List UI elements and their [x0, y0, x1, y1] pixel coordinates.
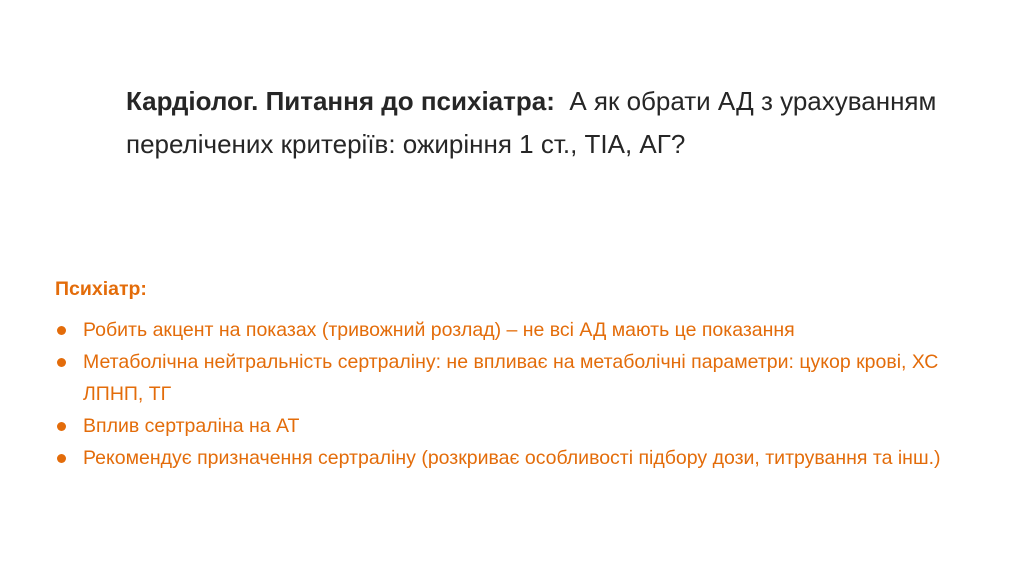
bullet-text: Рекомендує призначення сертраліну (розкриває особливості підбору дози, титрування та інш.)	[83, 447, 941, 469]
answer-bullet-list	[55, 314, 995, 474]
bullet-dot-icon	[57, 454, 66, 463]
bullet-item	[55, 314, 995, 346]
bullet-text: Метаболічна нейтральність сертраліну: не впливає на метаболічні параметри: цукор крові, ХС ЛПНП, ТГ	[83, 351, 939, 405]
bullet-text: Вплив сертраліна на АТ	[83, 415, 300, 437]
bullet-dot-icon	[57, 326, 66, 335]
bullet-item	[55, 442, 995, 474]
bullet-item	[55, 346, 995, 410]
question-text: А як обрати АД з урахуванням перелічених критеріїв: ожиріння 1 ст., ТІА, АГ?	[126, 86, 937, 159]
bullet-text: Робить акцент на показах (тривожний розлад) – не всі АД мають це показання	[83, 319, 795, 341]
answer-block	[55, 274, 995, 474]
question-label: Кардіолог. Питання до психіатра:	[126, 86, 555, 116]
question-block	[126, 80, 966, 166]
answer-heading: Психіатр:	[55, 278, 147, 300]
bullet-dot-icon	[57, 422, 66, 431]
bullet-dot-icon	[57, 358, 66, 367]
bullet-item	[55, 410, 995, 442]
